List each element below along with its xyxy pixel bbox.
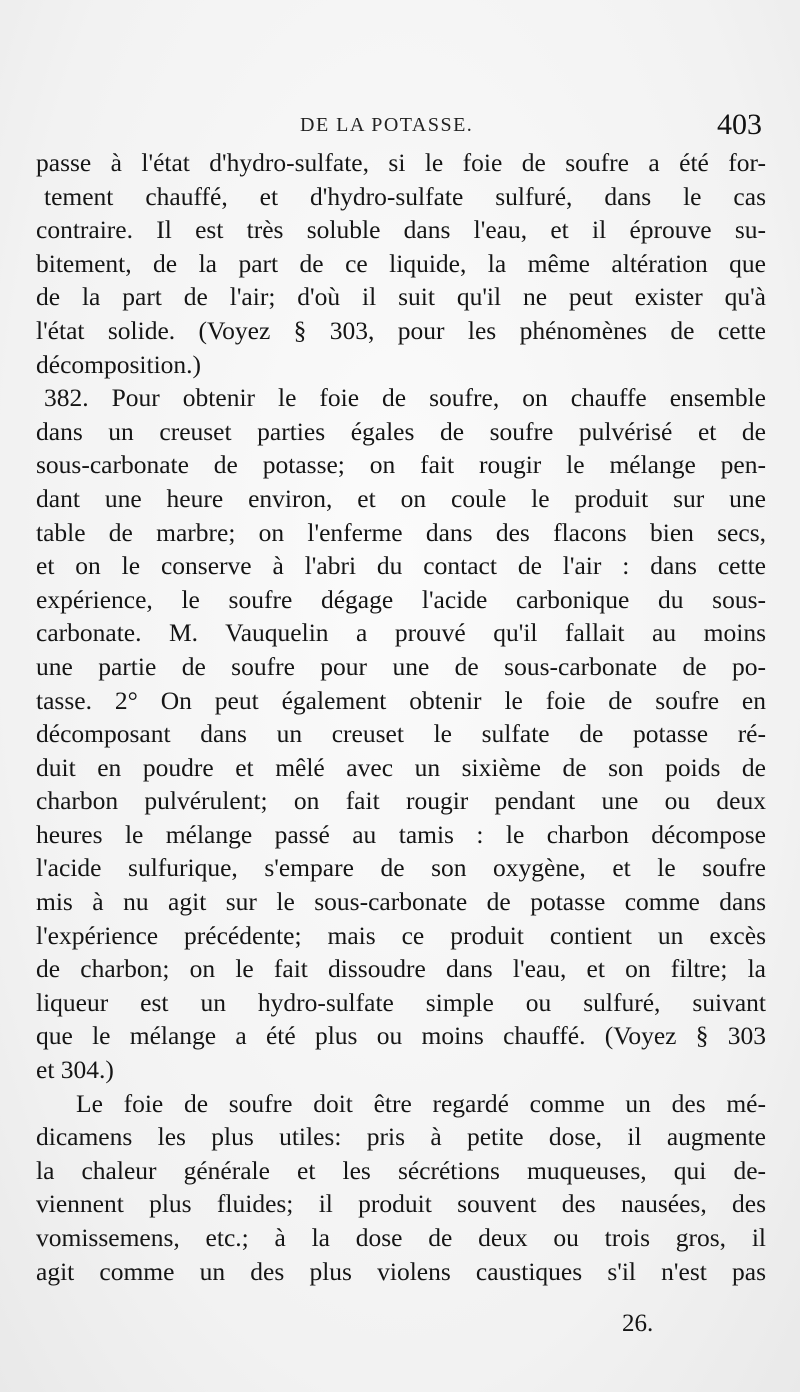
text-line: duit en poudre et mêlé avec un sixième de son poids de bbox=[36, 752, 766, 782]
page-header bbox=[0, 108, 800, 148]
text-line: la chaleur générale et les sécrétions muqueuses, qui de- bbox=[36, 1155, 766, 1185]
text-line: table de marbre; on l'enferme dans des flacons bien secs, bbox=[36, 517, 766, 547]
text-line: l'expérience précédente; mais ce produit contient un excès bbox=[36, 920, 766, 950]
text-line: de charbon; on le fait dissoudre dans l'eau, et on filtre; la bbox=[36, 954, 766, 984]
text-line: heures le mélange passé au tamis : le charbon décompose bbox=[36, 819, 766, 849]
text-line: charbon pulvérulent; on fait rougir pendant une ou deux bbox=[36, 786, 766, 816]
text-line: et 304.) bbox=[36, 1055, 114, 1085]
text-line: l'acide sulfurique, s'empare de son oxygène, et le soufre bbox=[36, 853, 766, 883]
text-line: bitement, de la part de ce liquide, la même altération que bbox=[36, 248, 766, 278]
running-head: DE LA POTASSE. bbox=[300, 114, 474, 136]
body-text bbox=[36, 146, 766, 1288]
text-line: 382. Pour obtenir le foie de soufre, on chauffe ensemble bbox=[44, 383, 766, 413]
text-line: carbonate. M. Vauquelin a prouvé qu'il fallait au moins bbox=[36, 618, 766, 648]
text-line: tement chauffé, et d'hydro-sulfate sulfuré, dans le cas bbox=[44, 181, 766, 211]
text-line: dant une heure environ, et on coule le produit sur une bbox=[36, 483, 766, 513]
text-line: tasse. 2° On peut également obtenir le foie de soufre en bbox=[36, 685, 766, 715]
text-line: passe à l'état d'hydro-sulfate, si le foie de soufre a été for- bbox=[36, 148, 766, 177]
text-line: que le mélange a été plus ou moins chauffé. (Voyez § 303 bbox=[36, 1021, 766, 1051]
text-line: décomposant dans un creuset le sulfate de potasse ré- bbox=[36, 719, 766, 749]
text-line: expérience, le soufre dégage l'acide carbonique du sous- bbox=[36, 584, 766, 614]
text-line: mis à nu agit sur le sous-carbonate de potasse comme dans bbox=[36, 887, 766, 917]
signature-mark: 26. bbox=[622, 1310, 654, 1337]
text-line: vomissemens, etc.; à la dose de deux ou trois gros, il bbox=[36, 1223, 766, 1252]
text-line: l'état solide. (Voyez § 303, pour les phénomènes de cette bbox=[36, 315, 766, 345]
text-line: contraire. Il est très soluble dans l'eau, et il éprouve su- bbox=[36, 215, 766, 245]
text-line: sous-carbonate de potasse; on fait rougir le mélange pen- bbox=[36, 450, 766, 480]
text-line: liqueur est un hydro-sulfate simple ou sulfuré, suivant bbox=[36, 987, 766, 1017]
text-line: dicamens les plus utiles: pris à petite dose, il augmente bbox=[36, 1122, 766, 1152]
text-line: décomposition.) bbox=[36, 349, 202, 379]
text-line: et on le conserve à l'abri du contact de l'air : dans cette bbox=[36, 551, 766, 581]
text-line: viennent plus fluides; il produit souvent des nausées, des bbox=[36, 1189, 766, 1219]
text-line: dans un creuset parties égales de soufre pulvérisé et de bbox=[36, 416, 766, 446]
text-line: Le foie de soufre doit être regardé comme un des mé- bbox=[76, 1088, 766, 1118]
text-line: de la part de l'air; d'où il suit qu'il ne peut exister qu'à bbox=[36, 282, 766, 312]
text-line: une partie de soufre pour une de sous-carbonate de po- bbox=[36, 651, 766, 681]
text-line: agit comme un des plus violens caustiques s'il n'est pas bbox=[36, 1256, 766, 1286]
page-number: 403 bbox=[717, 108, 762, 141]
